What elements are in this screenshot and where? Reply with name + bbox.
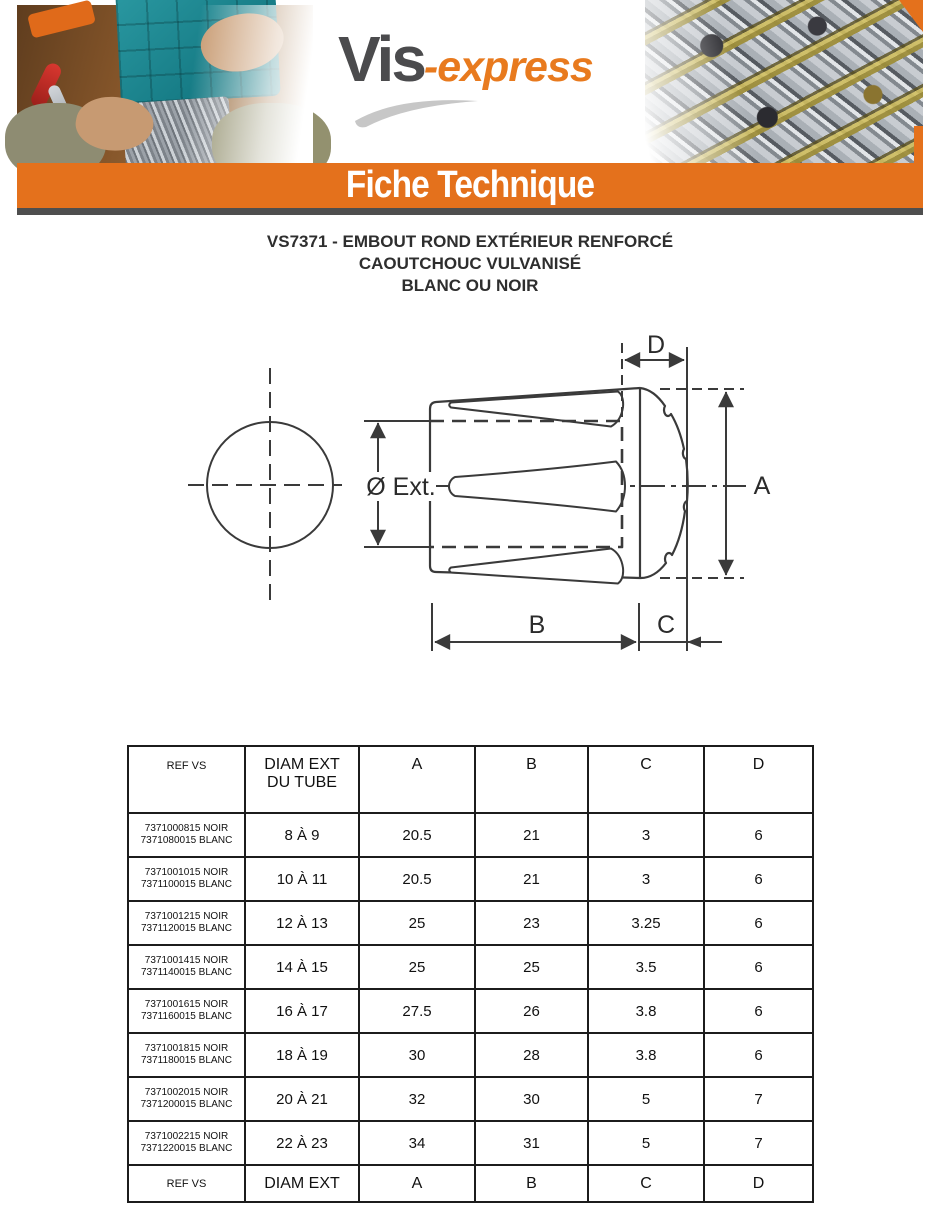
footer-diam: DIAM EXT (245, 1165, 359, 1202)
banner-underline (17, 208, 923, 215)
ref-blanc: 7371160015 BLANC (141, 1011, 232, 1022)
cell-c: 5 (588, 1077, 704, 1121)
col-header-ref: REF VS (128, 746, 245, 813)
col-header-c: C (588, 746, 704, 813)
cell-a: 20.5 (359, 857, 475, 901)
cell-c: 3.8 (588, 989, 704, 1033)
fiche-technique-banner (17, 163, 923, 208)
cell-d: 6 (704, 857, 813, 901)
ref-noir: 7371001415 NOIR (144, 955, 229, 966)
dim-label-b: B (528, 611, 546, 639)
logo-swoosh-icon (350, 94, 482, 130)
side-view (395, 388, 746, 584)
product-title-block (0, 231, 940, 297)
table-row (128, 1033, 813, 1077)
cell-a: 20.5 (359, 813, 475, 857)
cell-c: 3.25 (588, 901, 704, 945)
technical-drawing (170, 325, 771, 675)
col-header-d: D (704, 746, 813, 813)
product-title-line1: VS7371 - EMBOUT ROND EXTÉRIEUR RENFORCÉ (266, 232, 674, 251)
cell-d: 6 (704, 989, 813, 1033)
table-row (128, 813, 813, 857)
table-row (128, 1077, 813, 1121)
ref-noir: 7371001215 NOIR (144, 911, 229, 922)
logo-vis-text: Vis (338, 23, 424, 95)
footer-ref: REF VS (128, 1165, 245, 1202)
photo-fade (645, 0, 812, 163)
dim-label-d: D (646, 331, 666, 359)
screws-photo (645, 0, 923, 163)
orange-corner-shape (899, 0, 923, 32)
cell-d: 6 (704, 813, 813, 857)
orange-edge-shape (914, 126, 923, 163)
col-header-diam (245, 746, 359, 813)
cell-diam: 12 À 13 (245, 901, 359, 945)
cell-ref (128, 1077, 245, 1121)
cell-diam: 14 À 15 (245, 945, 359, 989)
ref-noir: 7371001815 NOIR (144, 1043, 229, 1054)
cell-diam: 8 À 9 (245, 813, 359, 857)
cell-ref (128, 901, 245, 945)
ref-noir: 7371001015 NOIR (144, 867, 229, 878)
vis-express-logo (338, 22, 608, 132)
ref-blanc: 7371100015 BLANC (141, 879, 232, 890)
ref-blanc: 7371220015 BLANC (140, 1143, 233, 1154)
cell-b: 30 (475, 1077, 588, 1121)
ref-blanc: 7371200015 BLANC (140, 1099, 233, 1110)
cell-b: 21 (475, 857, 588, 901)
dim-label-diam-ext: Ø Ext. (366, 473, 436, 501)
cell-ref (128, 857, 245, 901)
ref-noir: 7371001615 NOIR (144, 999, 229, 1010)
table-row (128, 945, 813, 989)
cell-c: 3.5 (588, 945, 704, 989)
table-header-row (128, 746, 813, 813)
ref-noir: 7371002015 NOIR (144, 1087, 229, 1098)
dim-label-c: C (656, 611, 676, 639)
cell-a: 32 (359, 1077, 475, 1121)
cell-a: 27.5 (359, 989, 475, 1033)
product-title-line3: BLANC OU NOIR (401, 276, 539, 295)
cell-b: 23 (475, 901, 588, 945)
cell-b: 31 (475, 1121, 588, 1165)
cell-d: 6 (704, 1033, 813, 1077)
col-header-diam-line2: DU TUBE (267, 774, 337, 791)
footer-a: A (359, 1165, 475, 1202)
front-view (188, 368, 342, 603)
ref-blanc: 7371140015 BLANC (141, 967, 232, 978)
cell-diam: 22 À 23 (245, 1121, 359, 1165)
table-row (128, 901, 813, 945)
cell-ref (128, 989, 245, 1033)
table-row (128, 989, 813, 1033)
ref-blanc: 7371180015 BLANC (141, 1055, 232, 1066)
cell-diam: 18 À 19 (245, 1033, 359, 1077)
cell-diam: 16 À 17 (245, 989, 359, 1033)
cell-c: 5 (588, 1121, 704, 1165)
rib-middle (449, 462, 625, 512)
ref-noir: 7371000815 NOIR (144, 823, 229, 834)
cell-b: 25 (475, 945, 588, 989)
cell-ref (128, 1033, 245, 1077)
cell-b: 28 (475, 1033, 588, 1077)
rib-bottom (449, 549, 623, 584)
footer-d: D (704, 1165, 813, 1202)
cell-ref (128, 813, 245, 857)
ref-blanc: 7371080015 BLANC (140, 835, 233, 846)
logo-wordmark (338, 22, 593, 96)
cell-d: 7 (704, 1121, 813, 1165)
dim-label-a: A (753, 472, 771, 500)
cell-b: 21 (475, 813, 588, 857)
cell-a: 30 (359, 1033, 475, 1077)
col-header-b: B (475, 746, 588, 813)
logo-express-text: -express (423, 43, 593, 91)
cell-a: 34 (359, 1121, 475, 1165)
cell-a: 25 (359, 945, 475, 989)
product-title-line2: CAOUTCHOUC VULVANISÉ (358, 254, 582, 273)
cell-c: 3 (588, 857, 704, 901)
cell-c: 3 (588, 813, 704, 857)
footer-c: C (588, 1165, 704, 1202)
cell-b: 26 (475, 989, 588, 1033)
cell-d: 6 (704, 945, 813, 989)
cell-ref (128, 945, 245, 989)
cap-dome-outline (640, 388, 688, 578)
banner-title: Fiche Technique (345, 164, 595, 206)
table-row (128, 1121, 813, 1165)
cell-c: 3.8 (588, 1033, 704, 1077)
ref-blanc: 7371120015 BLANC (141, 923, 232, 934)
cell-a: 25 (359, 901, 475, 945)
cell-diam: 10 À 11 (245, 857, 359, 901)
cell-diam: 20 À 21 (245, 1077, 359, 1121)
photo-fade (17, 5, 313, 163)
cell-d: 7 (704, 1077, 813, 1121)
ref-noir: 7371002215 NOIR (144, 1131, 229, 1142)
dimensions-table (127, 745, 814, 1203)
footer-b: B (475, 1165, 588, 1202)
dim-c-arrowhead (687, 637, 701, 648)
cell-ref (128, 1121, 245, 1165)
table-footer-row (128, 1165, 813, 1202)
cell-d: 6 (704, 901, 813, 945)
table-row (128, 857, 813, 901)
col-header-a: A (359, 746, 475, 813)
workbench-photo (17, 5, 313, 163)
col-header-diam-line1: DIAM EXT (264, 756, 340, 773)
